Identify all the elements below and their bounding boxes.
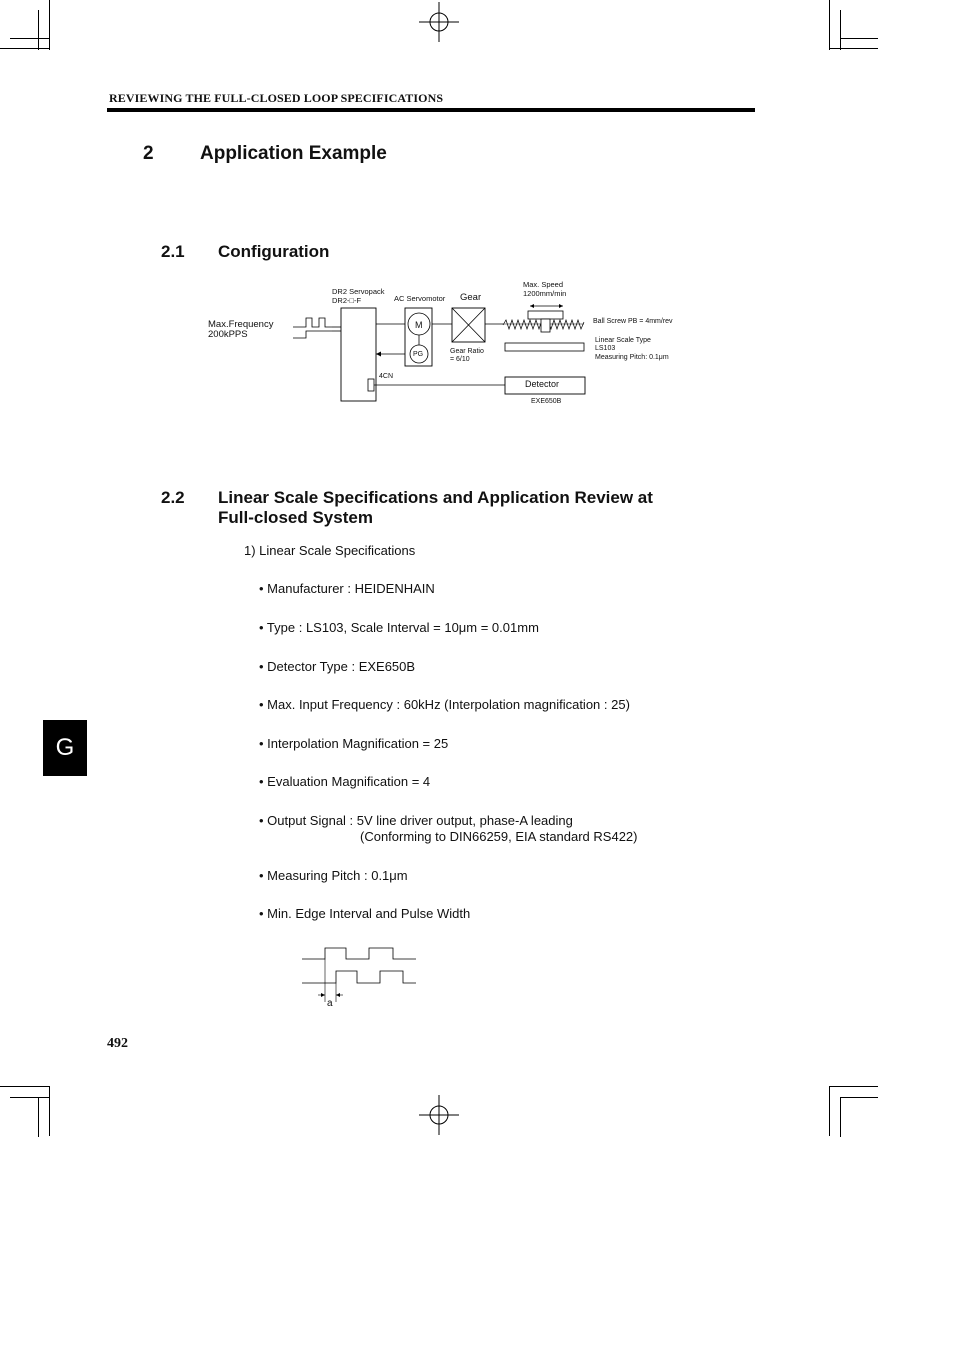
pg-label: PG — [413, 351, 424, 358]
spec-evaluation: • Evaluation Magnification = 4 — [259, 774, 431, 789]
scale-type-model: LS103 — [595, 345, 616, 352]
subsection-2-title-line-2: Full-closed System — [218, 508, 373, 527]
spec-heading: 1) Linear Scale Specifications — [244, 543, 416, 558]
max-frequency-label: Max.Frequency — [208, 319, 274, 330]
feedback-arrow — [376, 352, 381, 357]
connector-label: 4CN — [379, 373, 394, 380]
chapter-tab: G — [43, 720, 87, 776]
max-speed-value: 1200mm/min — [523, 289, 567, 298]
ball-screw-label: Ball Screw PB = 4mm/rev — [593, 318, 673, 325]
pulse-wave-a — [293, 318, 332, 327]
timing-wave-b — [302, 971, 416, 983]
timing-diagram — [298, 944, 422, 1010]
servopack-model: DR2-□-F — [332, 296, 362, 305]
spec-output-signal-note: (Conforming to DIN66259, EIA standard RS422) — [360, 829, 638, 844]
section-number: 2 — [143, 143, 154, 164]
ball-nut — [541, 319, 550, 332]
subsection-2-number: 2.2 — [161, 488, 185, 507]
subsection-2-title-line-1: Linear Scale Specifications and Application Review at — [218, 488, 653, 507]
timing-wave-a — [302, 948, 416, 959]
max-speed-label: Max. Speed — [523, 280, 564, 289]
gear-ratio-label: Gear Ratio — [450, 348, 484, 355]
spec-interpolation: • Interpolation Magnification = 25 — [259, 736, 449, 751]
header-rule — [107, 108, 755, 112]
subsection-1-title: Configuration — [218, 242, 330, 261]
spec-manufacturer: • Manufacturer : HEIDENHAIN — [259, 581, 435, 596]
gear-ratio-value: = 6/10 — [450, 356, 470, 363]
subsection-1-number: 2.1 — [161, 242, 185, 261]
configuration-diagram — [200, 276, 700, 408]
servomotor-label: AC Servomotor — [394, 294, 446, 303]
max-frequency-value: 200kPPS — [208, 329, 248, 340]
spec-max-input-frequency: • Max. Input Frequency : 60kHz (Interpolation magnification : 25) — [259, 697, 630, 712]
spec-output-signal: • Output Signal : 5V line driver output, phase-A leading — [259, 813, 573, 828]
scale-type-label: Linear Scale Type — [595, 337, 651, 344]
spec-min-edge-interval: • Min. Edge Interval and Pulse Width — [259, 906, 471, 921]
spec-measuring-pitch: • Measuring Pitch : 0.1μm — [259, 868, 408, 883]
spec-type: • Type : LS103, Scale Interval = 10μm = 0.01mm — [259, 620, 539, 635]
page-number: 492 — [107, 1036, 128, 1051]
detector-model: EXE650B — [531, 398, 562, 405]
pulse-wave-b — [293, 331, 332, 338]
moving-table — [528, 311, 563, 319]
registration-mark-top — [419, 2, 459, 42]
connector-4cn — [368, 379, 374, 391]
spec-detector-type: • Detector Type : EXE650B — [259, 659, 416, 674]
linear-scale — [505, 343, 584, 351]
scale-measuring-pitch: Measuring Pitch: 0.1μm — [595, 354, 669, 361]
section-title: Application Example — [200, 143, 387, 164]
detector-label: Detector — [525, 379, 560, 389]
running-header: REVIEWING THE FULL-CLOSED LOOP SPECIFICATIONS — [109, 91, 444, 105]
gear-label: Gear — [460, 292, 482, 303]
timing-label-a: a — [327, 998, 333, 1009]
motor-letter: M — [415, 320, 423, 330]
servopack-label: DR2 Servopack — [332, 287, 385, 296]
registration-mark-bottom — [419, 1095, 459, 1135]
